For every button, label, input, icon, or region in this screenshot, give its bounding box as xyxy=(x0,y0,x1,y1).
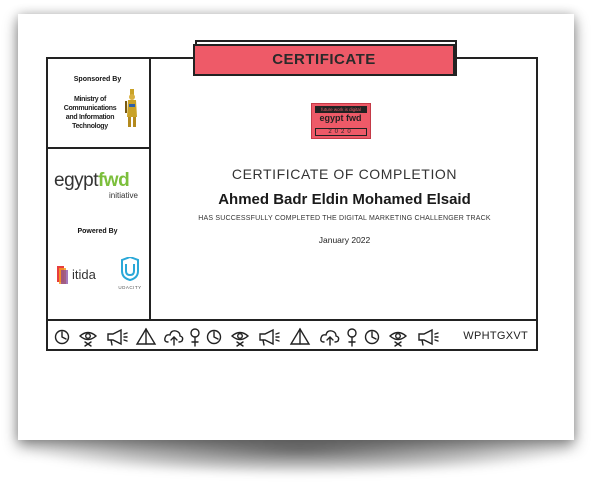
egyptfwd-logo: egyptfwd xyxy=(54,170,130,191)
ministry-name: Ministry of Communications and Information Technology xyxy=(63,96,117,130)
itida-logo xyxy=(54,262,110,291)
pyramid-icon xyxy=(291,329,309,344)
sponsor-sidebar xyxy=(46,57,151,319)
pin-icon xyxy=(191,329,199,346)
megaphone-icon xyxy=(108,330,127,345)
eye-icon xyxy=(80,333,96,347)
itida-text: itida xyxy=(72,267,96,282)
udacity-text: UDACITY xyxy=(118,285,142,290)
banner-title: CERTIFICATE xyxy=(272,51,376,68)
badge-year: 2020 xyxy=(315,128,367,136)
badge-tagline: future work is digital xyxy=(315,106,367,113)
sponsor-box xyxy=(46,57,149,149)
udacity-shield-icon xyxy=(122,257,138,280)
eye-icon xyxy=(232,333,248,347)
pharaoh-logo-icon xyxy=(124,87,140,129)
egyptfwd-badge xyxy=(311,103,371,139)
recipient-name: Ahmed Badr Eldin Mohamed Elsaid xyxy=(218,191,471,208)
upload-cloud-icon xyxy=(321,331,339,345)
clock-icon xyxy=(208,331,221,344)
initiative-label: initiative xyxy=(109,191,138,200)
pin-icon xyxy=(348,329,356,346)
itida-mark-icon xyxy=(57,266,68,284)
certificate-banner xyxy=(193,44,455,76)
certificate-footer xyxy=(46,319,538,351)
sponsored-by-label: Sponsored By xyxy=(73,76,122,83)
certificate-title: CERTIFICATE OF COMPLETION xyxy=(231,166,458,182)
udacity-logo xyxy=(116,257,144,296)
badge-name: egypt fwd xyxy=(319,113,362,123)
issue-date: January 2022 xyxy=(318,235,371,245)
upload-cloud-icon xyxy=(165,331,183,345)
megaphone-icon xyxy=(260,330,279,345)
footer-icon-row xyxy=(54,327,454,347)
completion-statement: HAS SUCCESSFULLY COMPLETED THE DIGITAL MARKETING CHALLENGER TRACK xyxy=(198,215,491,222)
pyramid-icon xyxy=(137,329,155,344)
megaphone-icon xyxy=(419,330,438,345)
powered-by-label: Powered By xyxy=(77,228,118,235)
verification-code: WPHTGXVT xyxy=(463,330,528,342)
clock-icon xyxy=(366,331,379,344)
clock-icon xyxy=(56,331,69,344)
eye-icon xyxy=(390,333,406,347)
